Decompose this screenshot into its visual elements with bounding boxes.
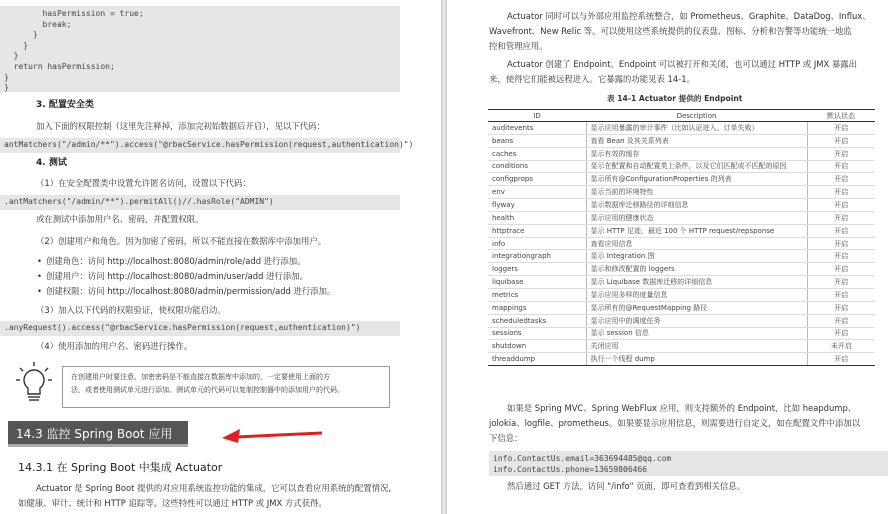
table-cell-id: auditevents (488, 122, 586, 135)
table-cell-default-status: 开启 (807, 237, 875, 250)
table-row (488, 314, 875, 327)
table-row (488, 250, 875, 263)
table-cell-description: 显示 HTTP 足迹，最近 100 个 HTTP request/repsponse (586, 224, 807, 237)
table-cell-description: 显示有效的缓存 (586, 147, 807, 160)
table-row (488, 340, 875, 353)
table-row (488, 353, 875, 366)
paragraph: （2）创建用户和角色。因为加密了密码，所以不能直接在数据库中添加用户。 (36, 236, 327, 246)
paragraph: （1）在安全配置类中设置允许匿名访问，设置以下代码： (36, 178, 251, 188)
table-row (488, 211, 875, 224)
table-cell-id: integrationgraph (488, 250, 586, 263)
paragraph: 然后通过 GET 方法，访问 "/info" 页面，即可查看到相关信息。 (507, 481, 746, 491)
table-cell-default-status: 开启 (807, 173, 875, 186)
table-cell-id: shutdown (488, 340, 586, 353)
table-row (488, 327, 875, 340)
code-block-anyrequest: .anyRequest().access("@rbacService.hasPermission(request,authentication)") (0, 321, 400, 336)
table-cell-id: httptrace (488, 224, 586, 237)
code-block-info: info.ContactUs.email=363694485@qq.com info.ContactUs.phone=13659806466 (489, 451, 888, 476)
table-cell-description: 查看 Bean 及其关系列表 (586, 134, 807, 147)
table-cell-description: 显示应用的健康状态 (586, 211, 807, 224)
paragraph: Actuator 是 Spring Boot 提供的对应用系统监控功能的集成，它可以查看应用系统的配置情况, (36, 483, 391, 493)
paragraph: 下信息： (489, 433, 523, 443)
table-cell-default-status: 开启 (807, 327, 875, 340)
table-cell-description: 显示所有的@RequestMapping 路径 (586, 301, 807, 314)
table-cell-default-status: 开启 (807, 301, 875, 314)
paragraph: Actuator 创建了 Endpoint。Endpoint 可以被打开和关闭，也可以通过 HTTP 或 JMX 暴露出 (507, 59, 858, 69)
table-cell-id: health (488, 211, 586, 224)
table-cell-description: 显示 Integration 图 (586, 250, 807, 263)
table-cell-default-status: 开启 (807, 134, 875, 147)
table-cell-description: 显示应用多样的度量信息 (586, 288, 807, 301)
paragraph: 来，使得它们能被远程进入。它暴露的功能见表 14-1。 (489, 74, 695, 84)
table-cell-description: 关闭应用 (586, 340, 807, 353)
paragraph: 或在测试中添加用户名、密码，并配置权限。 (36, 214, 204, 224)
table-row (488, 199, 875, 212)
code-block-permission: hasPermission = true; break; } } } return hasPermission; } } (0, 6, 400, 92)
table-cell-default-status: 开启 (807, 160, 875, 173)
table-cell-default-status: 未开启 (807, 340, 875, 353)
table-row (488, 134, 875, 147)
table-cell-default-status: 开启 (807, 314, 875, 327)
table-row (488, 173, 875, 186)
table-cell-id: sessions (488, 327, 586, 340)
table-cell-description: 查看应用信息 (586, 237, 807, 250)
table-cell-description: 显示当前的环境特性 (586, 186, 807, 199)
right-page (447, 0, 888, 514)
table-row (488, 237, 875, 250)
table-cell-default-status: 开启 (807, 276, 875, 289)
code-block-antmatchers: antMatchers("/admin/**").access("@rbacService.hasPermission(request,authentication)") (0, 138, 400, 153)
table-cell-default-status: 开启 (807, 199, 875, 212)
table-cell-id: beans (488, 134, 586, 147)
table-cell-default-status: 开启 (807, 288, 875, 301)
table-cell-default-status: 开启 (807, 147, 875, 160)
table-header-description: Description (586, 110, 807, 122)
paragraph: （4）使用添加的用户名、密码进行操作。 (36, 341, 193, 351)
table-cell-id: info (488, 237, 586, 250)
list-item: • 创建权限：访问 http://localhost:8080/admin/permission/add 进行添加。 (46, 285, 335, 297)
table-row (488, 263, 875, 276)
list-item: • 创建用户：访问 http://localhost:8080/admin/user/add 进行添加。 (46, 270, 308, 282)
paragraph: 如果是 Spring MVC、Spring WebFlux 应用，则支持额外的 Endpoint，比如 heapdump、 (507, 403, 857, 413)
table-cell-id: flyway (488, 199, 586, 212)
left-page (0, 0, 441, 514)
section-heading: 14.3 监控 Spring Boot 应用 (8, 421, 188, 447)
table-cell-id: configprops (488, 173, 586, 186)
paragraph: 控和管理应用。 (489, 41, 548, 51)
heading-config-security: 3. 配置安全类 (36, 100, 94, 110)
table-cell-default-status: 开启 (807, 353, 875, 366)
note-line: 法，或者使用测试单元进行添加。测试单元的代码可以复制控制器中的添加用户的代码。 (71, 386, 344, 394)
table-row (488, 224, 875, 237)
table-header-default-status: 默认状态 (807, 110, 875, 122)
table-cell-description: 显示 session 信息 (586, 327, 807, 340)
table-cell-description: 显示应用中的调度任务 (586, 314, 807, 327)
table-cell-default-status: 开启 (807, 122, 875, 135)
table-row (488, 276, 875, 289)
table-cell-id: env (488, 186, 586, 199)
table-cell-default-status: 开启 (807, 263, 875, 276)
table-row (488, 288, 875, 301)
paragraph: 如健康、审计、统计和 HTTP 追踪等。这些特性可以通过 HTTP 或 JMX 方式获得。 (18, 498, 327, 508)
paragraph: Actuator 同时可以与外部应用监控系统整合，如 Prometheus、Graphite、DataDog、Influx、 (507, 11, 871, 21)
table-row (488, 122, 875, 135)
table-cell-id: mappings (488, 301, 586, 314)
table-cell-description: 显示在配置和自动配置类上条件，以及它们匹配或不匹配的原因 (586, 160, 807, 173)
table-cell-id: metrics (488, 288, 586, 301)
paragraph: jolokia、logfile、prometheus。如果要显示应用信息，则需要进行自定义，如在配置文件中添加以 (489, 418, 861, 428)
paragraph: （3）加入以下代码的权限验证，使权限功能启动。 (36, 305, 226, 315)
table-caption: 表 14-1 Actuator 提供的 Endpoint (607, 94, 743, 103)
lightbulb-icon (14, 360, 54, 410)
note-box (62, 366, 390, 408)
heading-test: 4. 测试 (36, 158, 67, 168)
table-cell-description: 显示 Liquibase 数据库迁移的详细信息 (586, 276, 807, 289)
table-cell-default-status: 开启 (807, 211, 875, 224)
table-header-id: ID (488, 110, 586, 122)
table-cell-id: conditions (488, 160, 586, 173)
subsection-heading: 14.3.1 在 Spring Boot 中集成 Actuator (18, 461, 223, 474)
table-row (488, 147, 875, 160)
paragraph: Wavefront、New Relic 等。可以使用这些系统提供的仪表盘、图标、分析和告警等功能统一地监 (489, 26, 852, 36)
table-cell-default-status: 开启 (807, 186, 875, 199)
table-cell-description: 显示数据库迁移路径的详细信息 (586, 199, 807, 212)
table-cell-id: caches (488, 147, 586, 160)
table-cell-id: scheduledtasks (488, 314, 586, 327)
paragraph: 加入下面的权限控制（这里先注释掉，添加完初始数据后开启），见以下代码： (36, 121, 325, 131)
endpoint-table (488, 109, 875, 366)
table-cell-description: 显示所有@ConfigurationProperties 的列表 (586, 173, 807, 186)
list-item: • 创建角色：访问 http://localhost:8080/admin/role/add 进行添加。 (46, 255, 306, 267)
table-cell-description: 显示和修改配置的 loggers (586, 263, 807, 276)
table-row (488, 160, 875, 173)
table-row (488, 301, 875, 314)
code-block-permitall: .antMatchers("/admin/**").permitAll()//.hasRole("ADMIN") (0, 195, 400, 210)
table-header-row (488, 110, 875, 122)
table-row (488, 186, 875, 199)
table-cell-id: loggers (488, 263, 586, 276)
red-arrow-icon (222, 425, 322, 445)
table-cell-default-status: 开启 (807, 250, 875, 263)
table-cell-id: liquibase (488, 276, 586, 289)
table-cell-default-status: 开启 (807, 224, 875, 237)
note-line: 在创建用户时要注意，加密密码是不能直接在数据库中添加的，一定要使用上面的方 (71, 373, 330, 381)
table-cell-description: 执行一个线程 dump (586, 353, 807, 366)
table-cell-id: threaddump (488, 353, 586, 366)
table-cell-description: 显示应用暴露的审计事件（比如认证进入、订单失败） (586, 122, 807, 135)
